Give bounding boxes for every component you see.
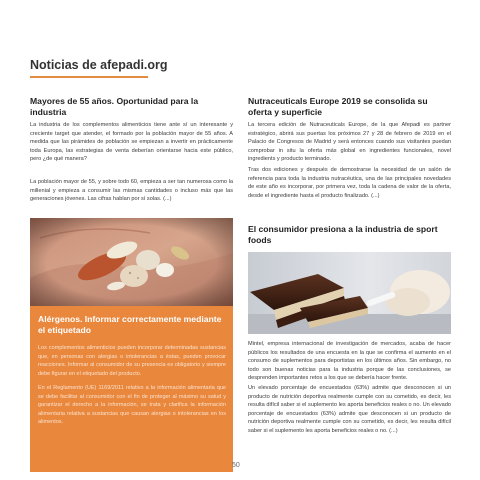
article-heading-sportfoods: El consumidor presiona a la industria de sport foods (248, 224, 438, 245)
title-underline (30, 76, 148, 78)
article-body-nutraceuticals-1: La tercera edición de Nutraceuticals Europe, de la que Afepadi es partner estratégico, abrirá sus puertas los próximos 27 y 28 de febrero de 2019 en el Palacio de Congresos de Madrid y será entonces cuando sus visitantes puedan comprobar in situ la oferta más global en ingredientes funcionales, novel ingredients y producto terminado. (248, 122, 451, 163)
page-number: 50 (232, 462, 240, 469)
article-body-seniors-2: La población mayor de 55, y sobre todo 60, empieza a ser tan numerosa como la millenial y empieza a consumir las mismas cantidades o incluso más que las generaciones jóvenes. Las cifras hablan por sí solas. (...) (30, 179, 233, 203)
article-heading-seniors: Mayores de 55 años. Oportunidad para la industria (30, 96, 199, 117)
article-body-sportfoods-2: Un elevado porcentaje de encuestados (63%) admite que desconocen si un producto de nutrición deportiva realmente cumple con su cometido, es decir, les resulta difícil saber si el suplemento les aporta beneficios reales o no. Un elevado porcentaje de encuestados (63%) admite que desconocen si un producto de nutrición deportiva realmente cumple con su cometido, es decir, les resulta difícil saber si el suplemento les aporta beneficios reales o no. (...) (248, 385, 451, 434)
article-body-seniors-1: La industria de los complementos alimenticios tiene ante sí un interesante y creciente target que atender, el formado por la población mayor de 55 años. A medida que las pirámides de población se empiezan a invertir en prácticamente toda Europa, las estrategias de venta deberían orientarse hacia este público, pero ¿de qué manera? (30, 122, 233, 163)
allergens-heading: Alérgenos. Informar correctamente mediante el etiquetado (38, 314, 222, 335)
page-title: Noticias de afepadi.org (30, 58, 168, 72)
article-heading-nutraceuticals: Nutraceuticals Europe 2019 se consolida su oferta y superficie (248, 96, 428, 117)
article-body-sportfoods-1: Mintel, empresa internacional de investigación de mercados, acaba de hacer públicos los resultados de una encuesta en la que se confirma el aumento en el consumo de suplementos para deportistas en los últimos años. Sin embargo, no todo son buenas noticias para la industria porque de las conclusiones, se desprenden importantes retos a los que se debería hacer frente. (248, 341, 451, 382)
allergens-body-1: Los complementos alimenticios pueden incorporar determinadas sustancias que, en personas con alergias o intolerancias a éstas, pueden provocar reacciones. Informar al consumidor de su presencia es obligatorio y siempre debe figurar en el etiquetado del producto. (38, 345, 226, 377)
allergens-body-2: En el Reglamento (UE) 1169/2011 relativo a la información alimentaria que se debe facilitar al consumidor con el fin de proteger al máximo su salud y garantizar el derecho a la información, se trata y clarifica la información alimentaria relativa a sustancias que causan alergias o intolerancias en los alimentos. (38, 385, 226, 425)
supplements-photo (30, 218, 233, 306)
sport-bars-photo (248, 252, 451, 334)
allergens-box (30, 306, 233, 472)
article-body-nutraceuticals-2: Tras dos ediciones y después de demostrarse la necesidad de un salón de referencia para toda la industria nutracéutica, una de las principales novedades de este año es incorporar, por primera vez, toda la cadena de valor de la oferta, desde el ingrediente hasta el producto finalizado. (...) (248, 167, 451, 199)
